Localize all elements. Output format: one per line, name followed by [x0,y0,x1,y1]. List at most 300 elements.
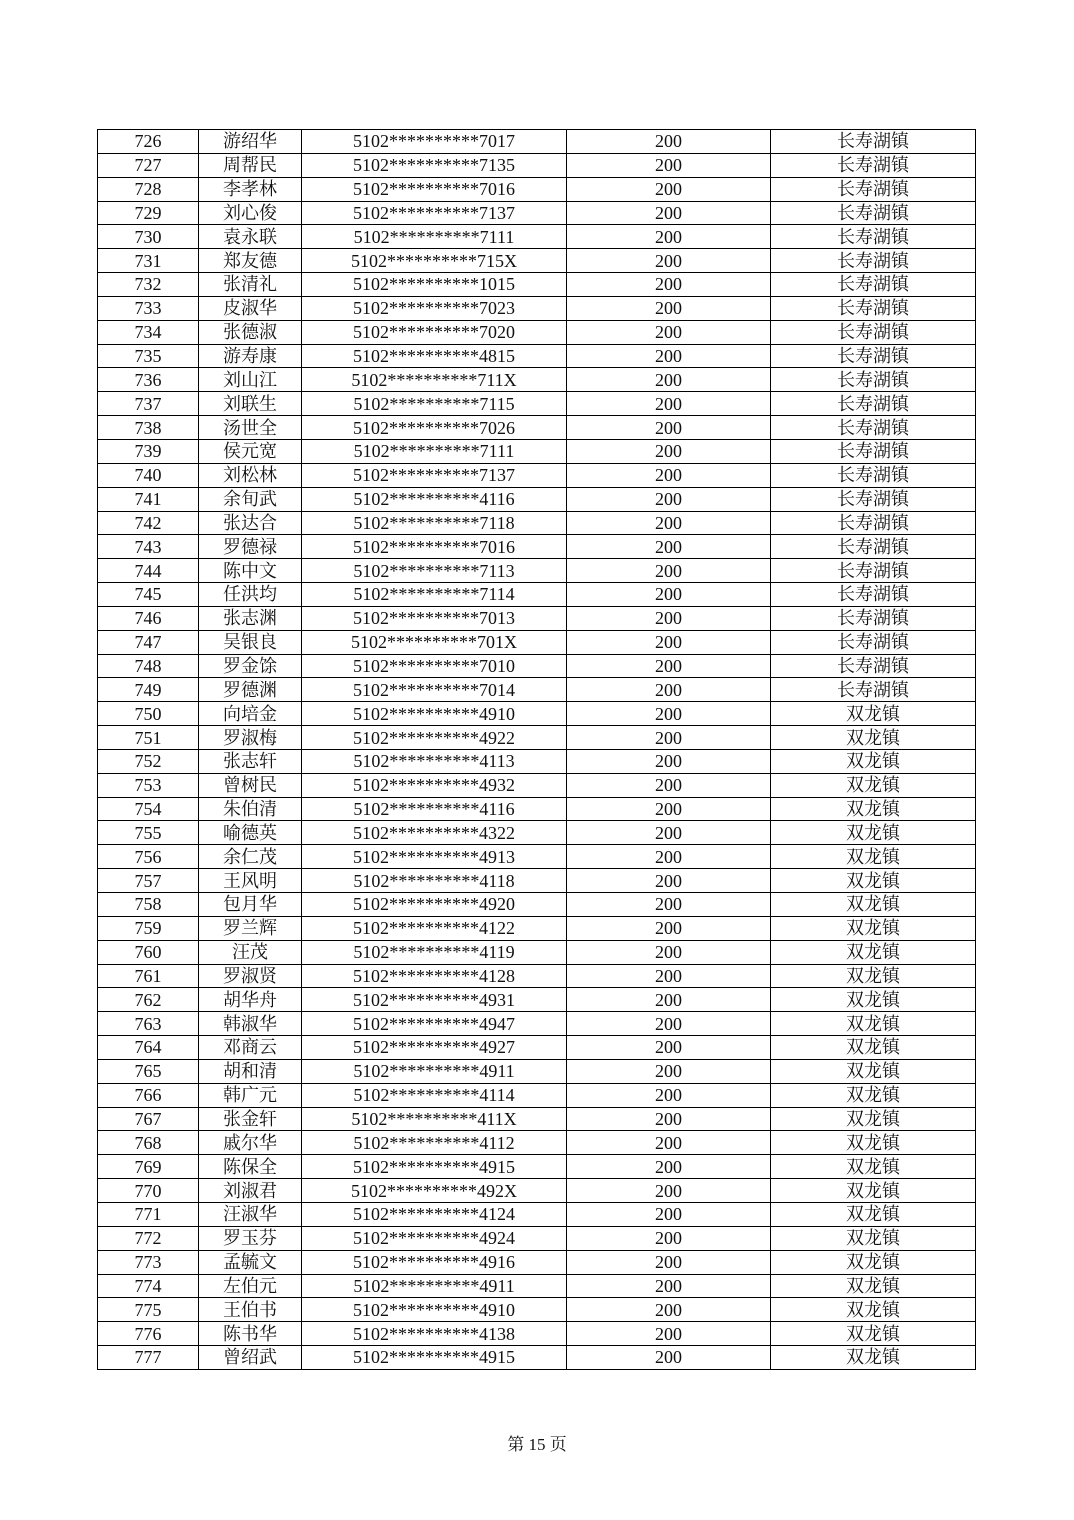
id-number-cell: 5102**********492X [302,1179,567,1203]
name-cell: 汤世全 [199,416,302,440]
table-row [98,130,976,154]
amount-cell: 200 [567,749,771,773]
table-row [98,1274,976,1298]
table-row [98,678,976,702]
table-row [98,940,976,964]
name-cell: 刘联生 [199,392,302,416]
table-row [98,225,976,249]
town-cell: 长寿湖镇 [771,225,976,249]
town-cell: 长寿湖镇 [771,606,976,630]
row-number-cell: 763 [98,1012,199,1036]
id-number-cell: 5102**********4947 [302,1012,567,1036]
table-row [98,606,976,630]
row-number-cell: 751 [98,726,199,750]
town-cell: 双龙镇 [771,821,976,845]
town-cell: 双龙镇 [771,1059,976,1083]
town-cell: 长寿湖镇 [771,535,976,559]
id-number-cell: 5102**********7137 [302,201,567,225]
amount-cell: 200 [567,344,771,368]
name-cell: 罗淑贤 [199,964,302,988]
table-row [98,821,976,845]
amount-cell: 200 [567,702,771,726]
table-row [98,988,976,1012]
row-number-cell: 730 [98,225,199,249]
amount-cell: 200 [567,273,771,297]
row-number-cell: 765 [98,1059,199,1083]
name-cell: 胡和清 [199,1059,302,1083]
row-number-cell: 750 [98,702,199,726]
table-row [98,702,976,726]
row-number-cell: 735 [98,344,199,368]
town-cell: 双龙镇 [771,1202,976,1226]
table-row [98,344,976,368]
name-cell: 余旬武 [199,487,302,511]
town-cell: 双龙镇 [771,797,976,821]
table-row [98,869,976,893]
name-cell: 曾绍武 [199,1346,302,1370]
id-number-cell: 5102**********7017 [302,130,567,154]
name-cell: 张达合 [199,511,302,535]
id-number-cell: 5102**********711X [302,368,567,392]
name-cell: 袁永联 [199,225,302,249]
table-row [98,916,976,940]
id-number-cell: 5102**********4112 [302,1131,567,1155]
name-cell: 包月华 [199,893,302,917]
amount-cell: 200 [567,392,771,416]
name-cell: 向培金 [199,702,302,726]
id-number-cell: 5102**********4116 [302,487,567,511]
town-cell: 长寿湖镇 [771,249,976,273]
name-cell: 曾树民 [199,773,302,797]
table-row [98,511,976,535]
id-number-cell: 5102**********411X [302,1107,567,1131]
table-row [98,201,976,225]
row-number-cell: 769 [98,1155,199,1179]
name-cell: 皮淑华 [199,296,302,320]
row-number-cell: 758 [98,893,199,917]
name-cell: 喻德英 [199,821,302,845]
row-number-cell: 775 [98,1298,199,1322]
id-number-cell: 5102**********4924 [302,1226,567,1250]
town-cell: 双龙镇 [771,1036,976,1060]
town-cell: 长寿湖镇 [771,153,976,177]
table-row [98,797,976,821]
table-row [98,559,976,583]
amount-cell: 200 [567,797,771,821]
town-cell: 双龙镇 [771,1274,976,1298]
town-cell: 长寿湖镇 [771,130,976,154]
row-number-cell: 727 [98,153,199,177]
row-number-cell: 737 [98,392,199,416]
row-number-cell: 770 [98,1179,199,1203]
town-cell: 长寿湖镇 [771,320,976,344]
id-number-cell: 5102**********701X [302,630,567,654]
row-number-cell: 761 [98,964,199,988]
town-cell: 长寿湖镇 [771,630,976,654]
row-number-cell: 771 [98,1202,199,1226]
row-number-cell: 732 [98,273,199,297]
row-number-cell: 731 [98,249,199,273]
amount-cell: 200 [567,535,771,559]
name-cell: 邓商云 [199,1036,302,1060]
id-number-cell: 5102**********7010 [302,654,567,678]
amount-cell: 200 [567,320,771,344]
town-cell: 长寿湖镇 [771,201,976,225]
name-cell: 任洪均 [199,583,302,607]
amount-cell: 200 [567,606,771,630]
row-number-cell: 729 [98,201,199,225]
amount-cell: 200 [567,201,771,225]
row-number-cell: 772 [98,1226,199,1250]
amount-cell: 200 [567,773,771,797]
name-cell: 刘松林 [199,463,302,487]
town-cell: 双龙镇 [771,1322,976,1346]
amount-cell: 200 [567,869,771,893]
name-cell: 罗德禄 [199,535,302,559]
id-number-cell: 5102**********4910 [302,1298,567,1322]
town-cell: 长寿湖镇 [771,559,976,583]
table-row [98,249,976,273]
amount-cell: 200 [567,249,771,273]
row-number-cell: 753 [98,773,199,797]
table-row [98,439,976,463]
name-cell: 罗兰辉 [199,916,302,940]
table-row [98,845,976,869]
table-row [98,1059,976,1083]
amount-cell: 200 [567,1226,771,1250]
row-number-cell: 774 [98,1274,199,1298]
recipient-table-body [98,130,976,1370]
name-cell: 侯元宽 [199,439,302,463]
table-row [98,630,976,654]
amount-cell: 200 [567,1083,771,1107]
table-row [98,177,976,201]
amount-cell: 200 [567,368,771,392]
id-number-cell: 5102**********4911 [302,1274,567,1298]
table-row [98,773,976,797]
town-cell: 长寿湖镇 [771,416,976,440]
id-number-cell: 5102**********7013 [302,606,567,630]
row-number-cell: 739 [98,439,199,463]
id-number-cell: 5102**********4915 [302,1155,567,1179]
table-row [98,749,976,773]
name-cell: 陈保全 [199,1155,302,1179]
id-number-cell: 5102**********4113 [302,749,567,773]
table-row [98,1298,976,1322]
town-cell: 长寿湖镇 [771,463,976,487]
table-row [98,1202,976,1226]
amount-cell: 200 [567,225,771,249]
town-cell: 双龙镇 [771,1179,976,1203]
row-number-cell: 768 [98,1131,199,1155]
name-cell: 周帮民 [199,153,302,177]
amount-cell: 200 [567,630,771,654]
table-row [98,1131,976,1155]
id-number-cell: 5102**********7016 [302,177,567,201]
name-cell: 余仁茂 [199,845,302,869]
row-number-cell: 738 [98,416,199,440]
table-row [98,1250,976,1274]
amount-cell: 200 [567,511,771,535]
amount-cell: 200 [567,583,771,607]
id-number-cell: 5102**********7111 [302,225,567,249]
amount-cell: 200 [567,1179,771,1203]
name-cell: 罗玉芬 [199,1226,302,1250]
town-cell: 长寿湖镇 [771,296,976,320]
name-cell: 郑友德 [199,249,302,273]
table-row [98,463,976,487]
id-number-cell: 5102**********7023 [302,296,567,320]
row-number-cell: 756 [98,845,199,869]
row-number-cell: 754 [98,797,199,821]
town-cell: 长寿湖镇 [771,654,976,678]
table-row [98,583,976,607]
name-cell: 韩淑华 [199,1012,302,1036]
row-number-cell: 736 [98,368,199,392]
amount-cell: 200 [567,416,771,440]
name-cell: 戚尔华 [199,1131,302,1155]
row-number-cell: 759 [98,916,199,940]
amount-cell: 200 [567,1346,771,1370]
amount-cell: 200 [567,177,771,201]
id-number-cell: 5102**********4114 [302,1083,567,1107]
row-number-cell: 747 [98,630,199,654]
amount-cell: 200 [567,1012,771,1036]
table-row [98,1155,976,1179]
town-cell: 长寿湖镇 [771,273,976,297]
id-number-cell: 5102**********4815 [302,344,567,368]
row-number-cell: 749 [98,678,199,702]
id-number-cell: 5102**********4915 [302,1346,567,1370]
amount-cell: 200 [567,153,771,177]
id-number-cell: 5102**********7014 [302,678,567,702]
table-row [98,487,976,511]
amount-cell: 200 [567,940,771,964]
amount-cell: 200 [567,1036,771,1060]
table-row [98,1226,976,1250]
name-cell: 胡华舟 [199,988,302,1012]
town-cell: 长寿湖镇 [771,177,976,201]
town-cell: 双龙镇 [771,916,976,940]
id-number-cell: 5102**********1015 [302,273,567,297]
id-number-cell: 5102**********4322 [302,821,567,845]
id-number-cell: 5102**********4913 [302,845,567,869]
table-row [98,392,976,416]
id-number-cell: 5102**********7113 [302,559,567,583]
id-number-cell: 5102**********7135 [302,153,567,177]
table-row [98,964,976,988]
town-cell: 双龙镇 [771,1083,976,1107]
town-cell: 长寿湖镇 [771,678,976,702]
row-number-cell: 745 [98,583,199,607]
amount-cell: 200 [567,487,771,511]
name-cell: 韩广元 [199,1083,302,1107]
row-number-cell: 741 [98,487,199,511]
name-cell: 王风明 [199,869,302,893]
amount-cell: 200 [567,726,771,750]
table-row [98,1346,976,1370]
name-cell: 陈中文 [199,559,302,583]
id-number-cell: 5102**********4118 [302,869,567,893]
id-number-cell: 5102**********4920 [302,893,567,917]
amount-cell: 200 [567,964,771,988]
amount-cell: 200 [567,1298,771,1322]
town-cell: 双龙镇 [771,1298,976,1322]
town-cell: 双龙镇 [771,964,976,988]
id-number-cell: 5102**********4138 [302,1322,567,1346]
row-number-cell: 767 [98,1107,199,1131]
table-row [98,1083,976,1107]
amount-cell: 200 [567,988,771,1012]
town-cell: 双龙镇 [771,749,976,773]
table-row [98,1322,976,1346]
name-cell: 刘淑君 [199,1179,302,1203]
amount-cell: 200 [567,559,771,583]
row-number-cell: 726 [98,130,199,154]
row-number-cell: 744 [98,559,199,583]
table-row [98,1107,976,1131]
amount-cell: 200 [567,1202,771,1226]
name-cell: 游寿康 [199,344,302,368]
town-cell: 双龙镇 [771,988,976,1012]
name-cell: 罗金馀 [199,654,302,678]
amount-cell: 200 [567,821,771,845]
id-number-cell: 5102**********7016 [302,535,567,559]
amount-cell: 200 [567,1322,771,1346]
town-cell: 双龙镇 [771,1346,976,1370]
row-number-cell: 742 [98,511,199,535]
table-row [98,416,976,440]
table-row [98,296,976,320]
amount-cell: 200 [567,1250,771,1274]
table-row [98,1036,976,1060]
town-cell: 双龙镇 [771,1131,976,1155]
id-number-cell: 5102**********4922 [302,726,567,750]
id-number-cell: 5102**********4932 [302,773,567,797]
town-cell: 双龙镇 [771,726,976,750]
name-cell: 汪淑华 [199,1202,302,1226]
row-number-cell: 752 [98,749,199,773]
amount-cell: 200 [567,654,771,678]
id-number-cell: 5102**********7115 [302,392,567,416]
row-number-cell: 764 [98,1036,199,1060]
id-number-cell: 5102**********4911 [302,1059,567,1083]
town-cell: 长寿湖镇 [771,583,976,607]
id-number-cell: 5102**********4927 [302,1036,567,1060]
table-row [98,726,976,750]
name-cell: 王伯书 [199,1298,302,1322]
id-number-cell: 5102**********4119 [302,940,567,964]
row-number-cell: 748 [98,654,199,678]
town-cell: 双龙镇 [771,869,976,893]
town-cell: 长寿湖镇 [771,344,976,368]
name-cell: 孟毓文 [199,1250,302,1274]
row-number-cell: 746 [98,606,199,630]
row-number-cell: 760 [98,940,199,964]
row-number-cell: 740 [98,463,199,487]
amount-cell: 200 [567,893,771,917]
id-number-cell: 5102**********715X [302,249,567,273]
id-number-cell: 5102**********7026 [302,416,567,440]
amount-cell: 200 [567,1131,771,1155]
town-cell: 长寿湖镇 [771,487,976,511]
name-cell: 张金轩 [199,1107,302,1131]
name-cell: 张志轩 [199,749,302,773]
id-number-cell: 5102**********4916 [302,1250,567,1274]
row-number-cell: 773 [98,1250,199,1274]
amount-cell: 200 [567,1155,771,1179]
id-number-cell: 5102**********4116 [302,797,567,821]
id-number-cell: 5102**********7111 [302,439,567,463]
id-number-cell: 5102**********4128 [302,964,567,988]
amount-cell: 200 [567,1274,771,1298]
table-row [98,273,976,297]
amount-cell: 200 [567,678,771,702]
name-cell: 刘心俊 [199,201,302,225]
id-number-cell: 5102**********4124 [302,1202,567,1226]
row-number-cell: 743 [98,535,199,559]
id-number-cell: 5102**********4910 [302,702,567,726]
amount-cell: 200 [567,130,771,154]
row-number-cell: 728 [98,177,199,201]
row-number-cell: 757 [98,869,199,893]
town-cell: 双龙镇 [771,702,976,726]
name-cell: 朱伯清 [199,797,302,821]
recipient-table [97,129,976,1370]
page-number: 第 15 页 [507,1435,567,1454]
town-cell: 长寿湖镇 [771,439,976,463]
id-number-cell: 5102**********7118 [302,511,567,535]
town-cell: 双龙镇 [771,940,976,964]
name-cell: 张德淑 [199,320,302,344]
table-row [98,368,976,392]
name-cell: 李孝林 [199,177,302,201]
amount-cell: 200 [567,1107,771,1131]
id-number-cell: 5102**********4931 [302,988,567,1012]
amount-cell: 200 [567,1059,771,1083]
table-row [98,153,976,177]
town-cell: 双龙镇 [771,1155,976,1179]
name-cell: 张志渊 [199,606,302,630]
amount-cell: 200 [567,916,771,940]
row-number-cell: 766 [98,1083,199,1107]
name-cell: 刘山江 [199,368,302,392]
row-number-cell: 733 [98,296,199,320]
row-number-cell: 776 [98,1322,199,1346]
table-row [98,893,976,917]
town-cell: 长寿湖镇 [771,392,976,416]
name-cell: 汪茂 [199,940,302,964]
amount-cell: 200 [567,296,771,320]
table-row [98,320,976,344]
name-cell: 罗德渊 [199,678,302,702]
name-cell: 罗淑梅 [199,726,302,750]
row-number-cell: 762 [98,988,199,1012]
name-cell: 游绍华 [199,130,302,154]
row-number-cell: 755 [98,821,199,845]
amount-cell: 200 [567,439,771,463]
town-cell: 双龙镇 [771,1250,976,1274]
id-number-cell: 5102**********4122 [302,916,567,940]
town-cell: 双龙镇 [771,773,976,797]
name-cell: 吴银良 [199,630,302,654]
town-cell: 双龙镇 [771,1012,976,1036]
id-number-cell: 5102**********7114 [302,583,567,607]
table-row [98,1179,976,1203]
name-cell: 陈书华 [199,1322,302,1346]
table-row [98,654,976,678]
town-cell: 双龙镇 [771,1226,976,1250]
